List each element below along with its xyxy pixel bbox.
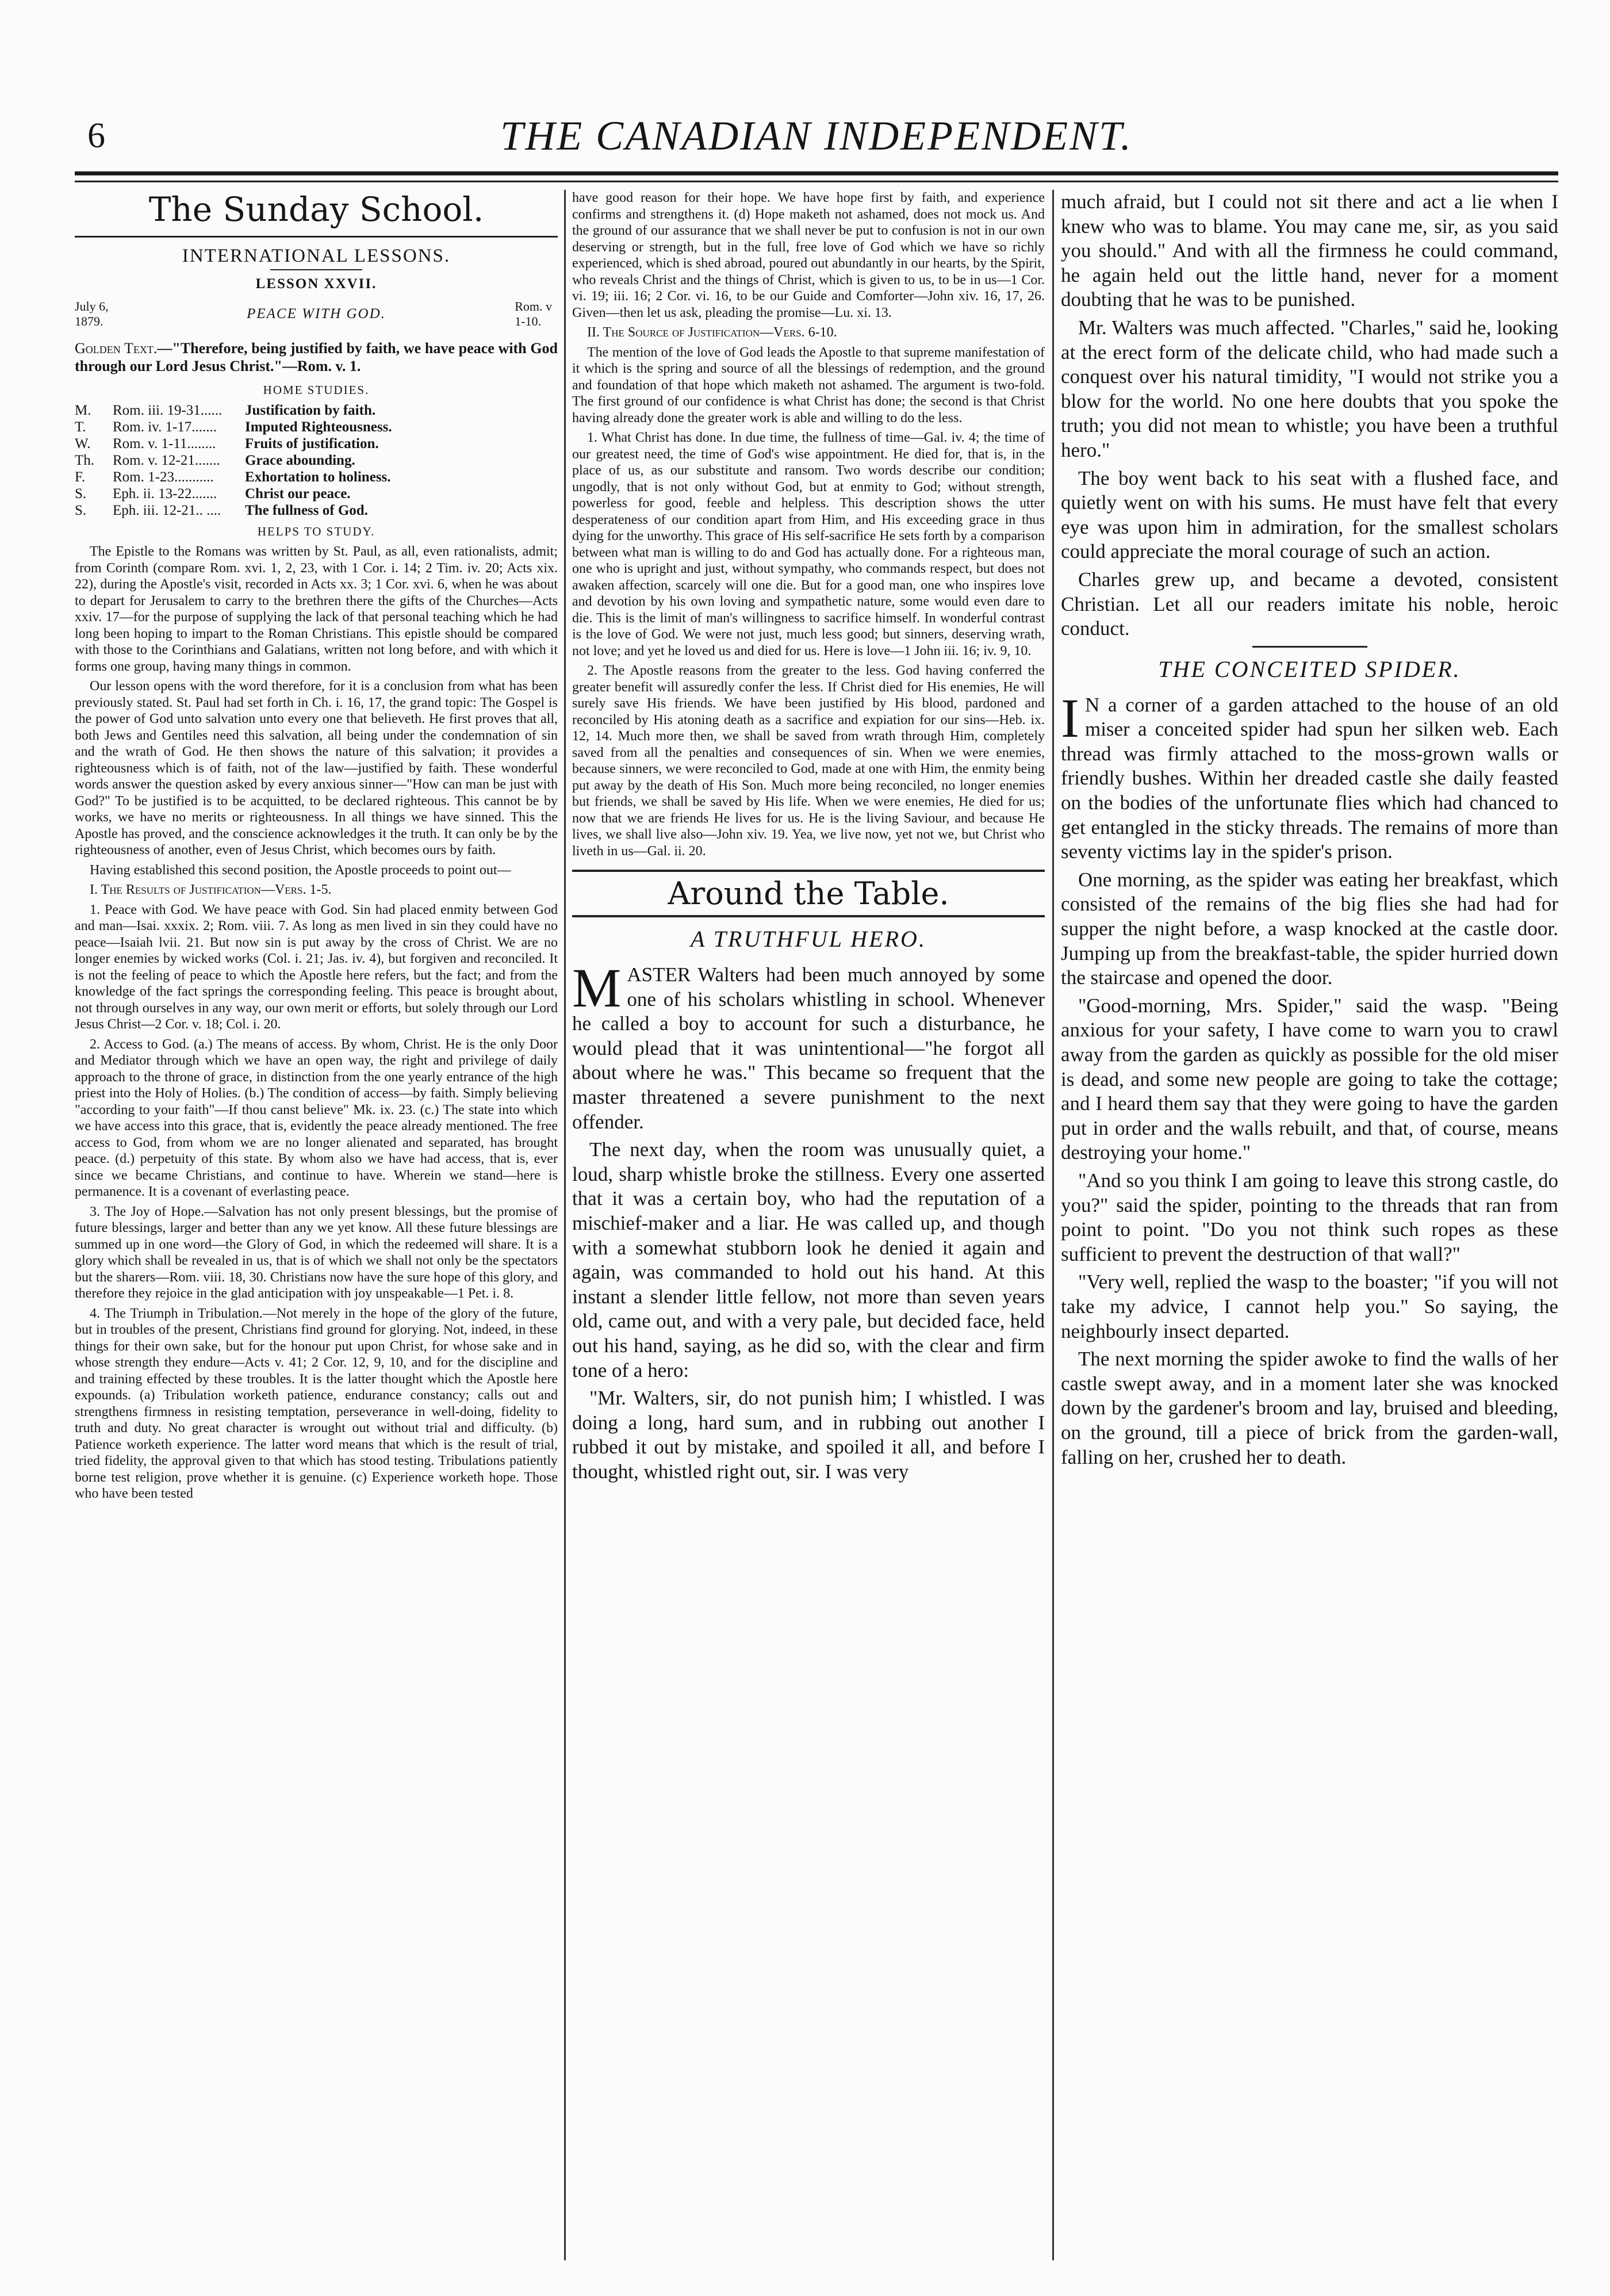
helps-heading: HELPS TO STUDY.: [257, 525, 375, 538]
column-sunday-school: [75, 190, 558, 2260]
story-truthful-hero: [572, 957, 1045, 1484]
home-study-ref: Rom. v. 12-21.......: [113, 453, 220, 468]
home-study-topic: Imputed Righteousness.: [245, 419, 392, 435]
paragraph: Mr. Walters was much affected. "Charles," said he, looking at the erect form of the delicate child, who had made such a conquest over his natural timidity, "I would not strike you a blow for the world. No one here doubts that you spoke the truth; you did not mean to whistle; you have been a truthful hero.": [1061, 316, 1558, 461]
home-study-ref: Eph. ii. 13-22.......: [113, 486, 217, 502]
golden-text-label: Golden Text.: [75, 340, 158, 357]
home-study-row: [75, 469, 558, 485]
lesson-date: July 6, 1879.: [75, 299, 109, 328]
paragraph: The next day, when the room was unusually quiet, a loud, sharp whistle broke the stillness. Every one asserted that it was a certain boy, who had the reputation of a mischief-maker and a liar. He was called up, and though with a somewhat stubborn look he denied it again and again, was commanded to hold out his hand. At this instant a slender little fellow, not more than seven years old, came out, and with a very pale, but decided face, held out his hand, saying, as he did so, with the clear and firm tone of a hero:: [572, 1138, 1045, 1382]
page-number: 6: [87, 116, 105, 155]
paragraph: [1061, 687, 1558, 864]
lesson-line: [75, 299, 558, 337]
column-divider: [1052, 190, 1054, 2260]
paragraph: 1. What Christ has done. In due time, the fullness of time—Gal. iv. 4; the time of our greatest need, the time of God's wise appointment. He died for, that is, in the place of us, as our substitute and ransom. Two words describe our condition; ungodly, that is not only without God, but at enmity to God; without strength, powerless for good, feeble and helpless. This description shows the utter desperateness of our condition apart from Him, and His exceeding grace in thus dying for the unworthy. This grace of His self-sacrifice He sets forth by a comparison between what man is willing to do and God has actually done. For a righteous man, one who is upright and just, without sympathy, who commands respect, but does not awaken affection, scarcely will one die. But for a good man, one who inspires love and devotion by his own loving and sympathetic nature, some would even dare to die. This is the limit of man's willingness to sacrifice himself. In wonderful contrast is the love of God. We were not just, much less good; but sinners, deserving wrath, not love; and yet he loved us and died for us. Here is love—1 John iii. 16; iv. 9, 10.: [572, 430, 1045, 659]
home-study-day: S.: [75, 503, 87, 518]
home-study-day: S.: [75, 486, 87, 502]
home-studies-heading: HOME STUDIES.: [263, 383, 370, 397]
golden-text: [75, 339, 558, 375]
home-study-row: [75, 452, 558, 469]
paragraph: 2. The Apostle reasons from the greater to the less. God having conferred the greater benefit will assuredly confer the less. If Christ died for His enemies, He will surely save His friends. We have been justified by His blood, pardoned and reconciled by His atoning death as a sacrifice and expiation for our sins—Heb. ix. 12, 14. Much more then, we shall be saved from wrath through Him, completely saved from all the penalties and consequences of sin. When we were enemies, because sinners, we were reconciled to God, made at one with Him, the enmity being put away by the death of His Son. Much more being reconciled, no longer enemies but friends, we shall be saved by His life. When we were enemies, He died for us; now that we are friends He lives for us. He is the living Saviour, and because He lives, we shall live also—John xiv. 19. Yea, we live now, yet not we, but Christ who liveth in us—Gal. ii. 20.: [572, 663, 1045, 859]
home-study-row: [75, 502, 558, 519]
international-lessons-heading: INTERNATIONAL LESSONS.: [182, 246, 451, 266]
home-study-topic: Fruits of justification.: [245, 436, 379, 451]
paragraph-text: ASTER Walters had been much annoyed by some one of his scholars whistling in school. Whenever he called a boy to account for such a disturbance, he would plead that it was unintentional—"he forgot all about where he was." This became so frequent that the master threatened a severe punishment to the next offender.: [572, 963, 1045, 1133]
story-conceited-spider: [1061, 687, 1558, 1470]
home-studies-list: [75, 402, 558, 519]
section-heading: Around the Table.: [668, 875, 949, 912]
story-title: A TRUTHFUL HERO.: [691, 926, 926, 952]
home-study-day: W.: [75, 436, 91, 451]
home-study-ref: Rom. iv. 1-17.......: [113, 419, 217, 435]
paragraph: "Good-morning, Mrs. Spider," said the wasp. "Being anxious for your safety, I have come to warn you to crawl away from the garden as quickly as possible for the old miser is dead, and some new people are going to take the cottage; and I heard them say that they were going to have the garden put in order and the walls rebuilt, and that, of course, means destroying your home.": [1061, 994, 1558, 1164]
column-divider: [564, 190, 566, 2260]
lesson-title: PEACE WITH GOD.: [247, 306, 386, 322]
paragraph: The boy went back to his seat with a flushed face, and quietly went on with his sums. He must have felt that every eye was upon him in admiration, for the smallest scholars could appreciate the moral courage of such an action.: [1061, 466, 1558, 563]
home-study-topic: Exhortation to holiness.: [245, 469, 391, 485]
home-study-topic: Justification by faith.: [245, 403, 376, 418]
paragraph: "Mr. Walters, sir, do not punish him; I whistled. I was doing a long, hard sum, and in rubbing out another I rubbed it out by mistake, and spoiled it all, and before I thought, whistled right out, sir. I was very: [572, 1387, 1045, 1483]
paragraph: Charles grew up, and became a devoted, consistent Christian. Let all our readers imitate his noble, heroic conduct.: [1061, 568, 1558, 640]
helps-to-study: [75, 544, 558, 1502]
paragraph: The next morning the spider awoke to find the walls of her castle swept away, and in a moment later she was knocked down by the gardener's broom and lay, bruised and bleeding, on the ground, till a piece of brick from the garden-wall, falling on her, crushed her to death.: [1061, 1348, 1558, 1468]
masthead-rule-thin: [75, 181, 1558, 182]
drop-cap: M: [572, 957, 622, 1019]
home-study-row: [75, 485, 558, 502]
paragraph: 2. Access to God. (a.) The means of access. By whom, Christ. He is the only Door and Mediator through which we have an open way, the right and privilege of daily approach to the throne of grace, in distinction from the one yearly entrance of the high priest into the Holy of Holies. (b.) The condition of access—by faith. Simply believing "according to your faith"—If thou canst believe" Mk. ix. 23. (c.) The state into which we have access into this grace, that is, evidently the peace already mentioned. The free access to God, from whom we are no longer alienated and separated, has brought peace. (d.) perpetuity of this state. By whom also we have had access, that is, ever since we became Christians, and continue to have. Wherein we stand—here is permanence. It is a covenant of everlasting peace.: [75, 1036, 558, 1199]
lesson-scripture-ref: Rom. v 1-10.: [515, 299, 552, 328]
section-subheading: II. The Source of Justification—Vers. 6-10.: [587, 325, 837, 340]
paper-title: THE CANADIAN INDEPENDENT.: [500, 113, 1133, 159]
story-truthful-hero-continued: [1061, 190, 1558, 641]
home-study-ref: Rom. v. 1-11........: [113, 436, 216, 451]
home-study-day: T.: [75, 419, 86, 435]
column-right: [1061, 190, 1558, 2260]
masthead: [75, 112, 1558, 167]
around-the-table-header: [572, 870, 1045, 917]
masthead-rule: [75, 171, 1558, 175]
short-divider: [270, 269, 362, 270]
home-study-topic: Christ our peace.: [245, 486, 351, 502]
home-study-day: M.: [75, 403, 91, 418]
paragraph: Our lesson opens with the word therefore, for it is a conclusion from what has been previously stated. St. Paul had set forth in Ch. i. 16, 17, the grand topic: The Gospel is the power of God unto salvation unto every one that believeth. He first proves that all, both Jews and Gentiles need this salvation, all being under the condemnation of sin and the wrath of God. He then shows the nature of this salvation; it provides a righteousness which is of faith, not of the law—justified by faith. These wonderful words answer the question asked by every anxious sinner—"How can man be just with God?" To be justified is to be acquitted, to be declared righteous. This cannot be by works, we have no merits or righteousness. In all things we have sinned. This the Apostle has proved, and the conscience acknowledges it the truth. It can only be by the righteousness of another, even of Jesus Christ, which becomes ours by faith.: [75, 679, 558, 858]
story-title: THE CONCEITED SPIDER.: [1158, 656, 1461, 682]
paragraph: "Very well, replied the wasp to the boaster; "if you will not take my advice, I cannot help you." So saying, the neighbourly insect departed.: [1061, 1271, 1558, 1342]
home-study-ref: Rom. 1-23...........: [113, 469, 214, 485]
home-study-row: [75, 435, 558, 452]
home-study-day: F.: [75, 469, 86, 485]
home-study-topic: Grace abounding.: [245, 453, 355, 468]
paragraph: much afraid, but I could not sit there and act a lie when I knew who was to blame. You may cane me, sir, as you said you should." And with all the firmness he could command, he again held out the little hand, never for a moment doubting that he was to be punished.: [1061, 190, 1558, 311]
paragraph: One morning, as the spider was eating her breakfast, which consisted of the remains of the big flies she had had for supper the night before, a wasp knocked at the castle door. Jumping up from the breakfast-table, the spider hurried down the staircase and opened the door.: [1061, 868, 1558, 989]
divider: [75, 236, 558, 238]
home-study-row: [75, 419, 558, 435]
home-study-ref: Eph. iii. 12-21.. ....: [113, 503, 221, 518]
section-subheading: I. The Results of Justification—Vers. 1-5.: [90, 882, 332, 897]
home-study-day: Th.: [75, 453, 95, 468]
paragraph: 3. The Joy of Hope.—Salvation has not only present blessings, but the promise of future blessings, larger and better than any we yet know. All these future blessings are summed up in one word—the Glory of God, in which the redeemed will share. It is a glory which shall be revealed in us, that is of which we shall not only be the spectators but the sharers—Rom. viii. 18, 30. Christians now have the sure hope of this glory, and therefore they rejoice in the glad anticipation with joy unspeakable—1 Pet. i. 8.: [75, 1204, 558, 1301]
lesson-continued: [572, 190, 1045, 859]
drop-cap: I: [1061, 687, 1079, 749]
paragraph: Having established this second position, the Apostle proceeds to point out—: [90, 862, 511, 878]
paragraph: [572, 957, 1045, 1134]
paragraph: "And so you think I am going to leave this strong castle, do you?" said the spider, pointing to the threads that ran from point to point. "Do you not think such ropes as these sufficient to prevent the destruction of that wall?": [1061, 1169, 1558, 1265]
paragraph: The mention of the love of God leads the Apostle to that supreme manifestation of it which is the spring and source of all the blessings of redemption, and the ground and foundation of that hope which maketh not ashamed. The argument is two-fold. The first ground of our confidence is what Christ has done; the second is that Christ having already done the greater work is able and willing to do the less.: [572, 345, 1045, 426]
home-study-ref: Rom. iii. 19-31......: [113, 403, 223, 418]
golden-text-body: —"Therefore, being justified by faith, we have peace with God through our Lord Jesus Christ."—Rom. v. 1.: [75, 340, 558, 374]
paragraph-text: N a corner of a garden attached to the house of an old miser a conceited spider had spun her silken web. Each thread was firmly attached to the moss-grown walls or friendly bushes. Within her dreaded castle she daily feasted on the bodies of the unfortunate flies which had chanced to get entangled in the sticky threads. The remains of more than seventy victims lay in the spider's prison.: [1061, 693, 1558, 863]
lesson-number: LESSON XXVII.: [255, 276, 377, 292]
paragraph: The Epistle to the Romans was written by St. Paul, as all, even rationalists, admit; from Corinth (compare Rom. xvi. 1, 2, 23, with 1 Cor. i. 14; 2 Tim. iv. 20; Acts xix. 22), during the Apostle's visit, recorded in Acts xx. 3; 1 Cor. xvi. 6, when he was about to depart for Jerusalem to carry to the brethren there the gifts of the Churches—Acts xxiv. 17—for the purpose of supplying the lack of that personal teaching which he had long been hoping to impart to the Roman Christians. This epistle should be compared with those to the Corinthians and Galatians, written not long before, and with which it forms one group, having many things in common.: [75, 544, 558, 674]
paragraph: have good reason for their hope. We have hope first by faith, and experience confirms and strengthens it. (d) Hope maketh not ashamed, does not mock us. And the ground of our assurance that we shall never be put to confusion is not in our own deserving or strength, but in the full, free love of God which we have so richly experienced, which is shed abroad, poured out abundantly in our hearts, by the Spirit, who reveals Christ and the things of Christ, which is given to us, to be in us—1 Cor. vi. 19; iii. 16; 2 Cor. vi. 16, to be our Guide and Comforter—John xiv. 16, 17, 26. Given—then let us ask, pleading the promise—Lu. xi. 13.: [572, 190, 1045, 320]
divider: [1252, 646, 1367, 648]
paragraph: 1. Peace with God. We have peace with God. Sin had placed enmity between God and man—Isai. xxxix. 2; Rom. viii. 7. As long as men lived in sin they could have no peace—Isaiah lvii. 21. But now sin is put away by the cross of Christ. We are no longer enemies by wicked works (Col. i. 21; Jas. iv. 4), but forgiven and reconciled. It is not the feeling of peace to which the Apostle here refers, but the fact; and from the knowledge of the fact springs the corresponding feeling. This peace is brought about, not through ourselves in any way, our own merit or efforts, but solely through our Lord Jesus Christ—2 Cor. v. 18; Col. i. 20.: [75, 902, 558, 1032]
paragraph: 4. The Triumph in Tribulation.—Not merely in the hope of the glory of the future, but in troubles of the present, Christians find ground for glorying. Not, indeed, in these things for their own sake, but for the honour put upon Christ, for whose sake and in whose strength they endure—Acts v. 41; 2 Cor. 12, 9, 10, and for the discipline and and training effected by these troubles. It is the latter thought which the Apostle here expounds. (a) Tribulation worketh patience, endurance constancy; calls out and strengthens firmness in resisting temptation, perseverance in well-doing, fidelity to truth and duty. No great character is wrought out without trial and difficulty. (b) Patience worketh experience. The latter word means that which is the result of trial, tried fidelity, the approval given to that which has stood testing. Tribulations patiently borne test religion, prove whether it is genuine. (c) Experience worketh hope. Those who have been tested: [75, 1306, 558, 1501]
column-middle: [572, 190, 1045, 2260]
home-study-row: [75, 402, 558, 419]
section-heading: The Sunday School.: [148, 190, 484, 229]
home-study-topic: The fullness of God.: [245, 503, 368, 518]
